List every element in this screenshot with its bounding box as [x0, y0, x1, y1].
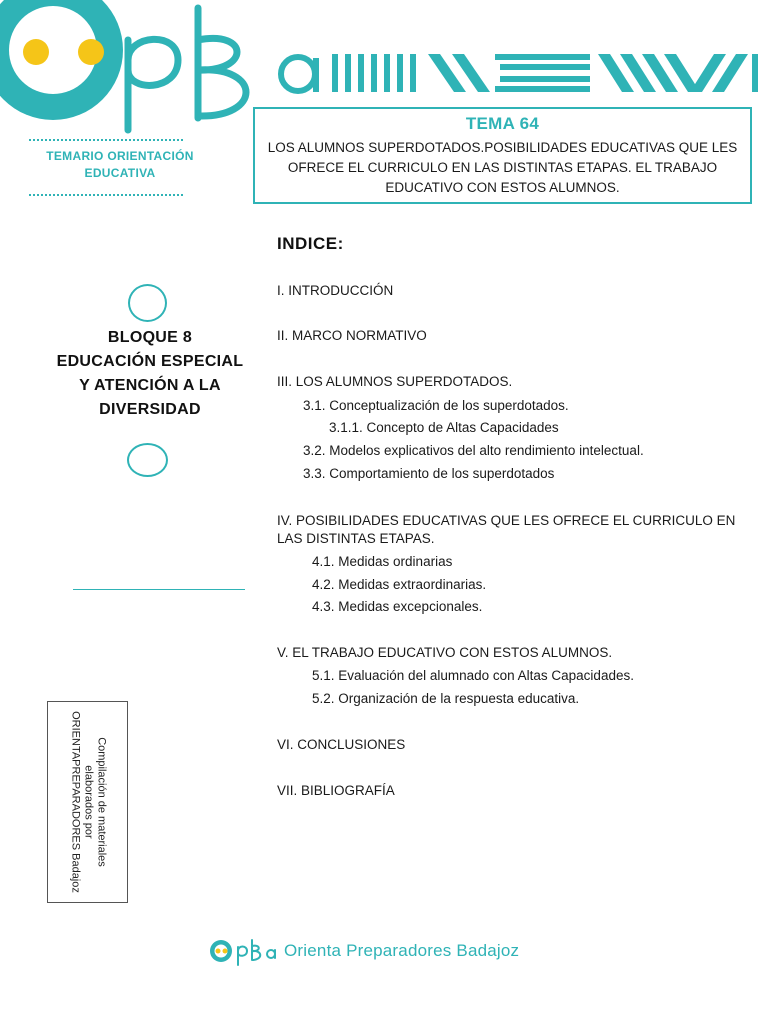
- credit-line-3: ORIENTAPREPARADORES Badajoz: [69, 711, 81, 893]
- bloque-number: BLOQUE 8: [107, 329, 193, 346]
- toc-item: 4.2. Medidas extraordinarias.: [312, 577, 487, 592]
- credit-line-1: Compilación de materiales: [95, 737, 107, 867]
- pba-letters: [128, 8, 246, 130]
- pba-letter-a: [281, 57, 316, 92]
- dotted-divider-top: [29, 139, 183, 141]
- toc-item: 4.3. Medidas excepcionales.: [312, 599, 483, 614]
- toc-item: VI. CONCLUSIONES: [277, 737, 406, 752]
- tema-description: LOS ALUMNOS SUPERDOTADOS.POSIBILIDADES EDUCATIVAS QUE LES OFRECE EL CURRICULO EN LAS DISTINTAS ETAPAS. EL TRABAJO EDUCATIVO CON ESTOS ALUMNOS.: [267, 140, 738, 195]
- credit-box: [47, 701, 128, 903]
- bloque-divider: [73, 589, 245, 590]
- toc-item: 5.2. Organización de la respuesta educativa.: [312, 691, 580, 706]
- bloque-title-line-1: EDUCACIÓN ESPECIAL: [56, 353, 244, 370]
- tema-box: [253, 107, 752, 204]
- bloque-title-line-2: Y ATENCIÓN A LA: [79, 377, 221, 394]
- toc-item: II. MARCO NORMATIVO: [277, 328, 427, 343]
- toc-item: 3.2. Modelos explicativos del alto rendimiento intelectual.: [303, 443, 644, 458]
- toc-item: V. EL TRABAJO EDUCATIVO CON ESTOS ALUMNOS.: [277, 645, 613, 660]
- dotted-divider-bottom: [29, 194, 183, 196]
- ring-icon-top: [128, 284, 167, 322]
- stripe-band: [332, 54, 758, 92]
- toc-item: 5.1. Evaluación del alumnado con Altas Capacidades.: [312, 668, 634, 683]
- toc-item: 4.1. Medidas ordinarias: [312, 554, 453, 569]
- ring-icon-bottom: [127, 443, 168, 477]
- temario-line-1: TEMARIO ORIENTACIÓN: [46, 149, 194, 163]
- toc-item: 3.1. Conceptualización de los superdotados.: [303, 398, 569, 413]
- toc-item: VII. BIBLIOGRAFÍA: [277, 783, 395, 798]
- toc-item: IV. POSIBILIDADES EDUCATIVAS QUE LES OFRECE EL CURRICULO EN LAS DISTINTAS ETAPAS.: [277, 513, 736, 546]
- toc-item: 3.3. Comportamiento de los superdotados: [303, 466, 555, 481]
- temario-line-2: EDUCATIVA: [84, 166, 156, 180]
- footer-brand-text: Orienta Preparadores Badajoz: [284, 941, 520, 960]
- tema-title: TEMA 64: [465, 114, 540, 133]
- bloque-heading: [30, 326, 270, 422]
- footer-logo: [209, 938, 281, 966]
- toc-item: I. INTRODUCCIÓN: [277, 283, 394, 298]
- temario-label: [14, 148, 226, 182]
- credit-text: [68, 704, 107, 900]
- toc-item: 3.1.1. Concepto de Altas Capacidades: [329, 420, 559, 435]
- bloque-title-line-3: DIVERSIDAD: [99, 401, 201, 418]
- credit-line-2: elaborados por: [82, 765, 94, 839]
- toc-item: III. LOS ALUMNOS SUPERDOTADOS.: [277, 374, 513, 389]
- indice-title: INDICE:: [277, 234, 344, 253]
